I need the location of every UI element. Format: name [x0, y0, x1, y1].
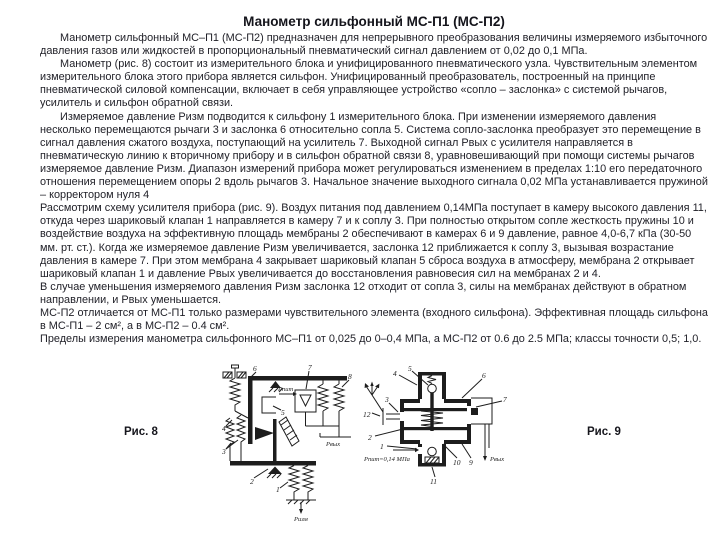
fig9-output-label: Рвых — [490, 456, 505, 463]
fig9-label-11: 11 — [430, 477, 437, 486]
figure8-diagram — [222, 363, 368, 525]
fig8-measuring-bellows — [286, 466, 316, 524]
fig8-lever-springs — [226, 415, 245, 461]
fig8-output-label: Рвых — [326, 441, 341, 448]
fig9-label-3: 3 — [385, 395, 389, 404]
fig8-label-4: 4 — [222, 424, 226, 433]
fig9-label-2: 2 — [368, 433, 372, 442]
paragraph-5: В случае уменьшения измеряемого давления Ризм заслонка 12 отходит от сопла 3, силы на мембранах действуют в обратном направлении, и Рвых уменьшается. — [40, 280, 687, 306]
paragraph-6: МС-П2 отличается от МС-П1 только размерами чувствительного элемента (входного сильфона). Эффективная площадь сильфона в МС-П1 – 2 см², а в МС-П2 – 0.4 см². — [40, 306, 708, 333]
figure9-diagram — [363, 362, 518, 507]
page-title: Манометр сильфонный МС-П1 (МС-П2) — [243, 14, 505, 29]
fig8-label-8: 8 — [348, 372, 352, 381]
fig8-label-7: 7 — [308, 363, 312, 372]
paragraph-4: Рассмотрим схему усилителя прибора (рис. 9). Воздух питания под давлением 0,14МПа поступает в камеру высокого давления 11, откуда через шариковый клапан 1 направляется в камеру 7 и к соплу 3. При полностью открытом сопле жесткость пружины 10 и воздействие воздуха на эффективную площадь мембраны 2 обеспечивают в камерах 6 и 9 давление, равное 4,0-6,7 кПа (30-50 мм. рт. ст.). Когда же измеряемое давление Ризм увеличивается, заслонка 12 приближается к соплу 3, вызывая возрастание давления в камере 7. При этом мембрана 4 закрывает шариковый клапан 5 сброса воздуха в атмосферу, мембрана 2 открывает шариковый клапан 1 и давление Рвых увеличивается до восстановления равновесия сил на мембранах 2 и 4. — [40, 202, 707, 280]
fig8-label-5: 5 — [281, 408, 285, 417]
fig8-feedback-bellows — [306, 381, 352, 449]
fig8-label-3: 3 — [222, 447, 226, 456]
fig9-label-7: 7 — [503, 395, 507, 404]
fig8-label-1: 1 — [276, 485, 280, 494]
fig9-label-10: 10 — [453, 458, 461, 467]
figure9-caption: Рис. 9 — [587, 426, 621, 438]
fig9-label-4: 4 — [393, 369, 397, 378]
figure8-caption: Рис. 8 — [124, 426, 158, 438]
paragraph-3: Измеряемое давление Ризм подводится к сильфону 1 измерительного блока. При изменении измеряемого давления несколько перемещаются рычаги 3 и заслонка 6 относительно сопла 5. Система сопло-заслонка преобразует это перемещение в сигнал давления сжатого воздуха, поступающий на усилитель 7. Выходной сигнал Рвых с усилителя направляется в пневматическую линию к вторичному прибору и в сильфон обратной связи 8, уравновешивающий при помощи системы рычагов измеряемое давление Ризм. Диапазон измерений прибора может регулироваться изменением в пределах 1:10 его передаточного отношения перемещением опоры 2 вдоль рычагов 3. Начальное значение выходного сигнала 0,02 МПа устанавливается пружиной – корректором нуля 4 — [40, 110, 708, 202]
fig9-supply-label: Рпит=0,14 МПа — [364, 456, 410, 463]
fig8-zero-corrector-spring — [223, 365, 248, 418]
fig9-output — [471, 398, 504, 463]
text-block — [40, 12, 708, 346]
fig8-label-2: 2 — [250, 477, 254, 486]
fig9-label-9: 9 — [469, 458, 473, 467]
fig8-nozzle-flapper — [255, 397, 299, 446]
fig8-label-6: 6 — [253, 364, 257, 373]
fig8-supply-label: Рпит — [278, 386, 294, 393]
fig9-supply — [363, 448, 419, 463]
fig9-valves-springs — [421, 376, 443, 464]
fig9-label-12: 12 — [363, 410, 371, 419]
fig9-label-6: 6 — [482, 371, 486, 380]
paragraph-2: Манометр (рис. 8) состоит из измерительного блока и унифицированного пневматического узла. Чувствительным элементом измерительного блока этого прибора является сильфон. Унифицированный преобразователь, построенный на принципе пневматической силовой компенсации, включает в себя управляющее устройство «сопло – заслонка» с системой рычагов, усилитель и сильфон обратной связи. — [40, 58, 698, 110]
fig9-label-5: 5 — [408, 364, 412, 373]
paragraph-1: Манометр сильфонный МС–П1 (МС-П2) предназначен для непрерывного преобразования величины измеряемого избыточного давления газов или жидкостей в пропорциональный пневматический сигнал давлением от 0,02 до 0,1 МПа. — [40, 32, 708, 58]
fig9-label-1: 1 — [380, 442, 384, 451]
paragraph-7: Пределы измерения манометра сильфонного МС–П1 от 0,025 до 0–0,4 МПа, а МС-П2 от 0.6 до 2.5 МПа; классы точности 0,5; 1,0. — [40, 333, 702, 346]
fig8-input-label: Ризм — [294, 516, 308, 523]
